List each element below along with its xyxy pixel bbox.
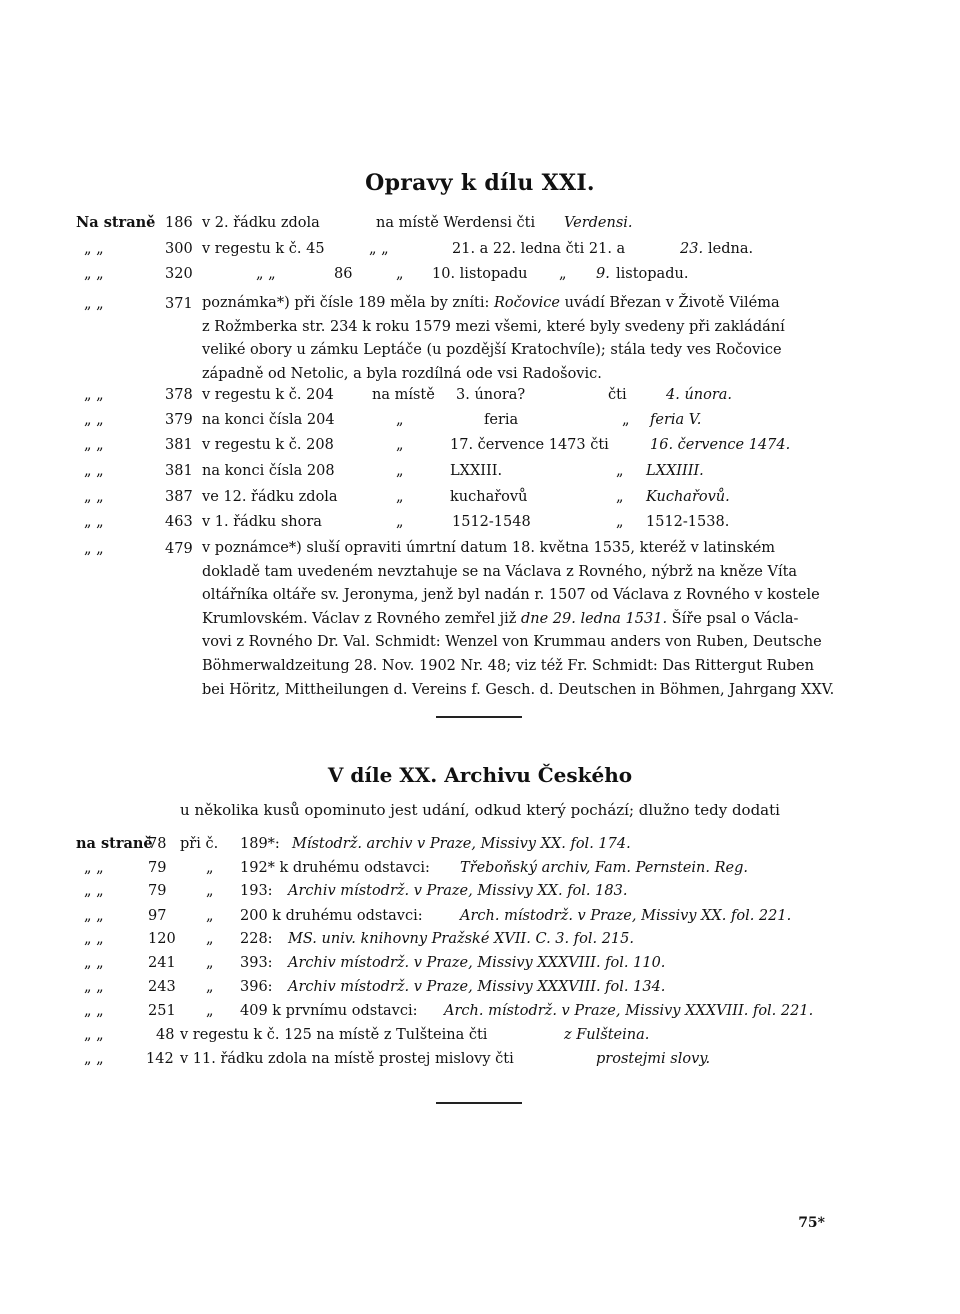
page-number: 78 [148, 836, 167, 852]
ditto-marks: „ „ [84, 412, 104, 428]
correction-row [76, 409, 916, 431]
corrected-text: Verdensi. [564, 215, 633, 231]
number-prefix: při č. [180, 836, 219, 852]
page-number: 120 [148, 931, 176, 947]
corrected-text: feria V. [650, 412, 702, 428]
ditto-marks: „ „ [84, 296, 104, 312]
corrected-text: 1512-1538. [646, 514, 730, 530]
instruction-text: na místě Werdensi čti [376, 215, 536, 231]
section-title-opravy: Opravy k dílu XXI. [365, 170, 595, 196]
document-number: 200 k druhému odstavci: [240, 908, 423, 924]
source-citation: Archiv místodrž. v Praze, Missivy XXXVIII. fol. 110. [288, 955, 666, 971]
document-number: 393: [240, 955, 273, 971]
source-row [76, 833, 916, 855]
source-citation: Archiv místodrž. v Praze, Missivy XXXVIII. fol. 134. [288, 979, 666, 995]
ditto-mark: „ [396, 412, 404, 428]
page-number: 300 [165, 241, 193, 257]
document-number: 193: [240, 883, 273, 899]
page-number: 371 [165, 296, 193, 312]
document-number: 192* k druhému odstavci: [240, 860, 430, 876]
ditto-marks: „ „ [84, 1003, 104, 1019]
source-row [76, 976, 916, 998]
wrong-text: LXXIII. [450, 463, 503, 479]
ditto-marks: „ „ [369, 241, 389, 257]
page-number: 79 [148, 883, 167, 899]
location-text: v regestu k č. 208 [202, 437, 334, 453]
source-row [76, 928, 916, 950]
page-number: 479 [165, 541, 193, 557]
instruction-text: na místě [372, 387, 435, 403]
corrected-text: 16. července 1474. [650, 437, 791, 453]
ditto-marks: „ „ [84, 489, 104, 505]
paragraph-line: Böhmerwaldzeitung 28. Nov. 1902 Nr. 48; viz též Fr. Schmidt: Das Rittergut Ruben [202, 657, 814, 674]
paragraph-line: západně od Netolic, a byla rozdílná ode vsi Radošovic. [202, 365, 602, 382]
source-row [76, 1000, 916, 1022]
wrong-text: 1512-1548 [452, 514, 531, 530]
text-run: Šíře psal o Václa- [667, 610, 799, 627]
corrected-text: 9. [596, 266, 610, 282]
ditto-mark: „ [396, 266, 404, 282]
wrong-text: 17. července 1473 čti [450, 437, 609, 453]
location-text: v 11. řádku zdola na místě prostej mislovy čti [180, 1051, 514, 1067]
document-number: 409 k prvnímu odstavci: [240, 1003, 418, 1019]
paragraph-line: v poznámce*) sluší opraviti úmrtní datum 18. května 1535, kteréž v latinském [202, 540, 776, 556]
ditto-marks: „ „ [84, 541, 104, 557]
correction-paragraph [202, 292, 899, 386]
instruction-text: čti [608, 387, 627, 403]
ditto-mark: „ [206, 955, 214, 971]
ditto-mark: „ [622, 412, 630, 428]
page-number: 320 [165, 266, 193, 282]
correction-row-lead [76, 538, 196, 560]
ditto-marks: „ „ [256, 266, 276, 282]
source-citation: MS. univ. knihovny Pražské XVII. C. 3. fol. 215. [288, 931, 634, 947]
ditto-mark: „ [396, 463, 404, 479]
page-number: 48 [156, 1027, 175, 1043]
wrong-text: 21. a 22. ledna čti 21. a [452, 241, 626, 257]
text-run: poznámka*) při čísle 189 měla by zníti: [202, 295, 494, 311]
source-citation: Arch. místodrž. v Praze, Missivy XX. fol. 221. [460, 908, 792, 924]
wrong-text: feria [484, 412, 519, 428]
source-row [76, 1024, 916, 1046]
ditto-marks: „ „ [84, 979, 104, 995]
ditto-mark: „ [616, 489, 624, 505]
location-text: v 2. řádku zdola [202, 215, 320, 231]
paragraph-line [202, 608, 899, 632]
corrected-text: LXXIIII. [646, 463, 704, 479]
ditto-marks: „ „ [84, 908, 104, 924]
text-run: uvádí Březan v Životě Viléma [560, 295, 780, 311]
row-lead: na straně [76, 835, 153, 852]
page-folio: 75* [798, 1215, 825, 1231]
correction-row [76, 263, 916, 285]
correction-row [76, 238, 916, 260]
page-number: 381 [165, 463, 193, 479]
page-number: 378 [165, 387, 193, 403]
ditto-mark: „ [206, 883, 214, 899]
corrected-text: Kuchařovů. [646, 489, 730, 505]
ditto-marks: „ „ [84, 860, 104, 876]
correction-row [76, 212, 916, 234]
ditto-mark: „ [206, 1003, 214, 1019]
source-citation: Arch. místodrž. v Praze, Missivy XXXVIII. fol. 221. [444, 1003, 814, 1019]
page-number: 463 [165, 514, 193, 530]
ditto-marks: „ „ [84, 1027, 104, 1043]
corrected-text: z Fulšteina. [564, 1027, 650, 1043]
ditto-marks: „ „ [84, 931, 104, 947]
ditto-mark: „ [396, 514, 404, 530]
correction-row-lead [76, 293, 196, 315]
ditto-marks: „ „ [84, 266, 104, 282]
section-intro: u několika kusů opominuto jest udání, odkud který pochází; dlužno tedy dodati [180, 801, 780, 819]
ditto-marks: „ „ [84, 241, 104, 257]
source-citation: Archiv místodrž. v Praze, Missivy XX. fol. 183. [288, 883, 628, 899]
correction-row [76, 460, 916, 482]
paragraph-line: dokladě tam uvedeném nevztahuje se na Václava z Rovného, nýbrž na kněze Víta [202, 563, 798, 580]
italic-text-run: dne 29. ledna 1531. [520, 610, 668, 627]
ditto-mark: „ [616, 514, 624, 530]
paragraph-line: oltářníka oltáře sv. Jeronyma, jenž byl nadán r. 1507 od Václava z Rovného v kostele [202, 587, 820, 604]
corrected-text-tail: ledna. [708, 241, 754, 257]
correction-row [76, 434, 916, 456]
ditto-marks: „ „ [84, 514, 104, 530]
document-number: 228: [240, 931, 273, 947]
wrong-text: 10. listopadu [432, 266, 528, 282]
ditto-marks: „ „ [84, 955, 104, 971]
source-row [76, 952, 916, 974]
italic-text-run: Ročovice [493, 295, 561, 311]
correction-paragraph [202, 537, 899, 702]
ditto-mark: „ [206, 979, 214, 995]
location-text: na konci čísla 208 [202, 463, 335, 479]
ditto-mark: „ [559, 266, 567, 282]
paragraph-line: vovi z Rovného Dr. Val. Schmidt: Wenzel von Krummau anders von Ruben, Deutsche [202, 634, 822, 651]
page-number: 251 [148, 1003, 176, 1019]
section-divider [436, 716, 522, 718]
text-run: Krumlovském. Václav z Rovného zemřel již [202, 610, 521, 627]
ditto-mark: „ [206, 931, 214, 947]
location-text: v 1. řádku shora [202, 514, 322, 530]
location-text: v regestu k č. 204 [202, 387, 334, 403]
corrected-text: 4. února. [666, 387, 733, 403]
corrected-text: prostejmi slovy. [596, 1051, 711, 1067]
page-number: 243 [148, 979, 176, 995]
source-row [76, 905, 916, 927]
page-number: 142 [146, 1051, 174, 1067]
ditto-mark: „ [616, 463, 624, 479]
section-title-dil-xx: V díle XX. Archivu Českého [327, 763, 633, 787]
page-number: 79 [148, 860, 167, 876]
source-row [76, 880, 916, 902]
ditto-marks: „ „ [84, 387, 104, 403]
page-number: 97 [148, 908, 167, 924]
paragraph-line: bei Höritz, Mittheilungen d. Vereins f. Gesch. d. Deutschen in Böhmen, Jahrgang XXV. [202, 681, 835, 698]
correction-row [76, 511, 916, 533]
paragraph-line [202, 292, 899, 316]
page-number: 387 [165, 489, 193, 505]
ditto-marks: „ „ [84, 463, 104, 479]
location-text: na konci čísla 204 [202, 412, 335, 428]
page-number: 186 [165, 215, 193, 231]
wrong-text: kuchařovů [450, 489, 528, 505]
page-number: 241 [148, 955, 176, 971]
location-text: ve 12. řádku zdola [202, 489, 338, 505]
paragraph-line: veliké obory u zámku Leptáče (u pozdější Kratochvíle); stála tedy ves Ročovice [202, 342, 782, 359]
source-citation: Třeboňský archiv, Fam. Pernstein. Reg. [460, 860, 749, 876]
ditto-marks: „ „ [84, 883, 104, 899]
row-lead: Na straně [76, 214, 156, 231]
page-number: 381 [165, 437, 193, 453]
ditto-marks: „ „ [84, 1051, 104, 1067]
ditto-mark: „ [396, 489, 404, 505]
ditto-mark: „ [206, 860, 214, 876]
paragraph-line: z Rožmberka str. 234 k roku 1579 mezi všemi, které byly svedeny při zakládání [202, 318, 785, 335]
ditto-marks: „ „ [84, 437, 104, 453]
source-row [76, 1048, 916, 1070]
correction-row [76, 486, 916, 508]
source-row [76, 857, 916, 879]
source-citation: Místodrž. archiv v Praze, Missivy XX. fol. 174. [292, 836, 631, 852]
document-number: 396: [240, 979, 273, 995]
section-divider [436, 1102, 522, 1104]
corrected-text-tail: listopadu. [616, 266, 689, 282]
location-text: v regestu k č. 45 [202, 241, 325, 257]
ditto-mark: „ [396, 437, 404, 453]
corrected-text: 23. [680, 241, 704, 257]
ditto-mark: „ [206, 908, 214, 924]
wrong-text: 3. února? [456, 387, 526, 403]
number-ref: 86 [334, 266, 353, 282]
location-text: v regestu k č. 125 na místě z Tulšteina čti [180, 1027, 488, 1043]
correction-row [76, 384, 916, 406]
document-number: 189*: [240, 836, 280, 852]
page-number: 379 [165, 412, 193, 428]
